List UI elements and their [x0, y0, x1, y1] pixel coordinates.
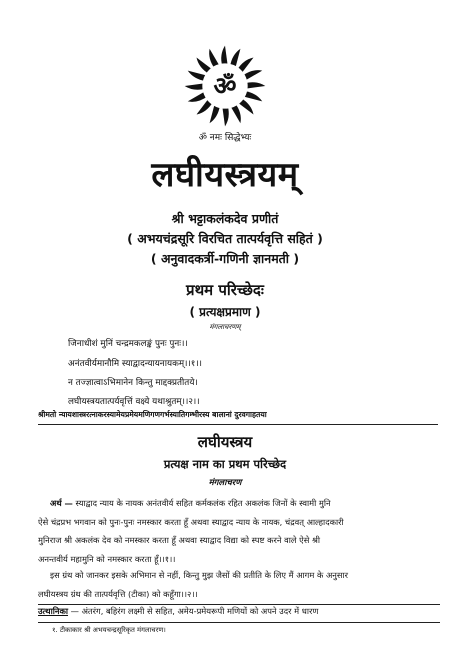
book-title: लघीयस्त्रयम्: [151, 155, 299, 195]
utthanika-label: उत्थानिका: [38, 606, 69, 616]
chapter-subtitle: ( प्रत्यक्षप्रमाण ): [189, 305, 261, 319]
mangala-label: मंगलाचरणम्: [209, 323, 241, 331]
sanskrit-commentary: श्रीमतो न्यायशास्त्ररत्नाकरस्यामेयप्रमेयमणिगणगर्भस्यातिगम्भीरस्य बालानां दुरवगाहतया: [38, 410, 267, 419]
divider: [38, 604, 440, 605]
verse-line: जिनाधीशं मुनिं चन्द्रमकलङ्कं पुनः पुनः।।: [68, 339, 188, 349]
divider: [38, 424, 438, 425]
translator-line: ( अनुवादकर्त्री-गणिनी ज्ञानमती ): [150, 251, 300, 266]
chapter-title: प्रथम परिच्छेदः: [186, 281, 264, 299]
paragraph-line: अर्थ — स्याद्वाद न्याय के नायक अनंतवीर्य सहित कर्मकलंक रहित अकलंक जिनों के स्वामी मुनि: [50, 498, 331, 508]
paragraph-line: मुनिराज श्री अकलंक देव को नमस्कार करता हूँ अथवा स्याद्वाद विद्या को स्पष्ट करने वाले ऐसे श्री: [38, 535, 320, 545]
meaning-paragraph: [38, 494, 440, 568]
meaning-label: अर्थ —: [50, 498, 73, 508]
invocation: ॐ नमः सिद्धेभ्यः: [198, 133, 252, 143]
sunburst-ray: [185, 83, 205, 90]
footnote: १. टीकाकार श्री अभयचन्द्रसूरिकृत मंगलाचरण।: [52, 626, 166, 634]
hindi-subtitle: प्रत्यक्ष नाम का प्रथम परिच्छेद: [163, 457, 287, 471]
om-sunburst-icon: [183, 44, 267, 128]
intent-paragraph: [38, 566, 440, 603]
utthanika-line: उत्थानिका — अंतरंग, बहिरंग लक्ष्मी से सहित, अमेय-प्रमेयरूपी मणियों को अपने उदर में धारण: [38, 606, 319, 616]
footnote-divider: [38, 622, 440, 623]
hindi-title: लघीयस्त्रय: [197, 433, 253, 451]
author-line: श्री भट्टाकलंकदेव प्रणीतं: [171, 211, 279, 226]
paragraph-line: लघीयस्त्रय ग्रंथ की तात्पर्यवृत्ति (टीका) को कहूँगा।।२।।: [38, 588, 198, 599]
paragraph-line: इस ग्रंथ को जानकर इसके अभिमान से नहीं, किन्तु मुझ जैसों की प्रतीति के लिए मैं आगम के अनुसार: [50, 570, 349, 580]
verse-line: न तज्ज्ञात्वाऽभिमानेन किन्तु माद्दक्प्रतीतये।: [68, 378, 198, 388]
sunburst-ray: [221, 46, 228, 66]
om-glyph: ॐ: [213, 71, 237, 101]
commentary-line: ( अभयचंद्रसूरि विरचित तात्पर्यवृत्ति सहितं ): [127, 231, 323, 246]
paragraph-line: अनन्तवीर्य महामुनि को नमस्कार करता हूँ।।१।।: [38, 553, 176, 564]
verse-line: अनंतवीर्यमानौमि स्याद्वादन्यायनायकम्।।१।।: [68, 359, 203, 369]
sunburst-ray: [245, 82, 265, 89]
hindi-mangala-label: मंगलाचरण: [208, 478, 242, 488]
paragraph-line: ऐसे चंद्रप्रभ भगवान को पुनः-पुनः नमस्कार करता हूँ अथवा स्याद्वाद न्याय के नायक, चंद्रवत् आल्हादकारी: [38, 516, 344, 527]
verse-line: लघीयस्त्रयतात्पर्यवृत्तिं वक्ष्ये यथाश्रुतम्।।२।।: [68, 397, 200, 407]
sunburst-ray: [222, 106, 229, 126]
